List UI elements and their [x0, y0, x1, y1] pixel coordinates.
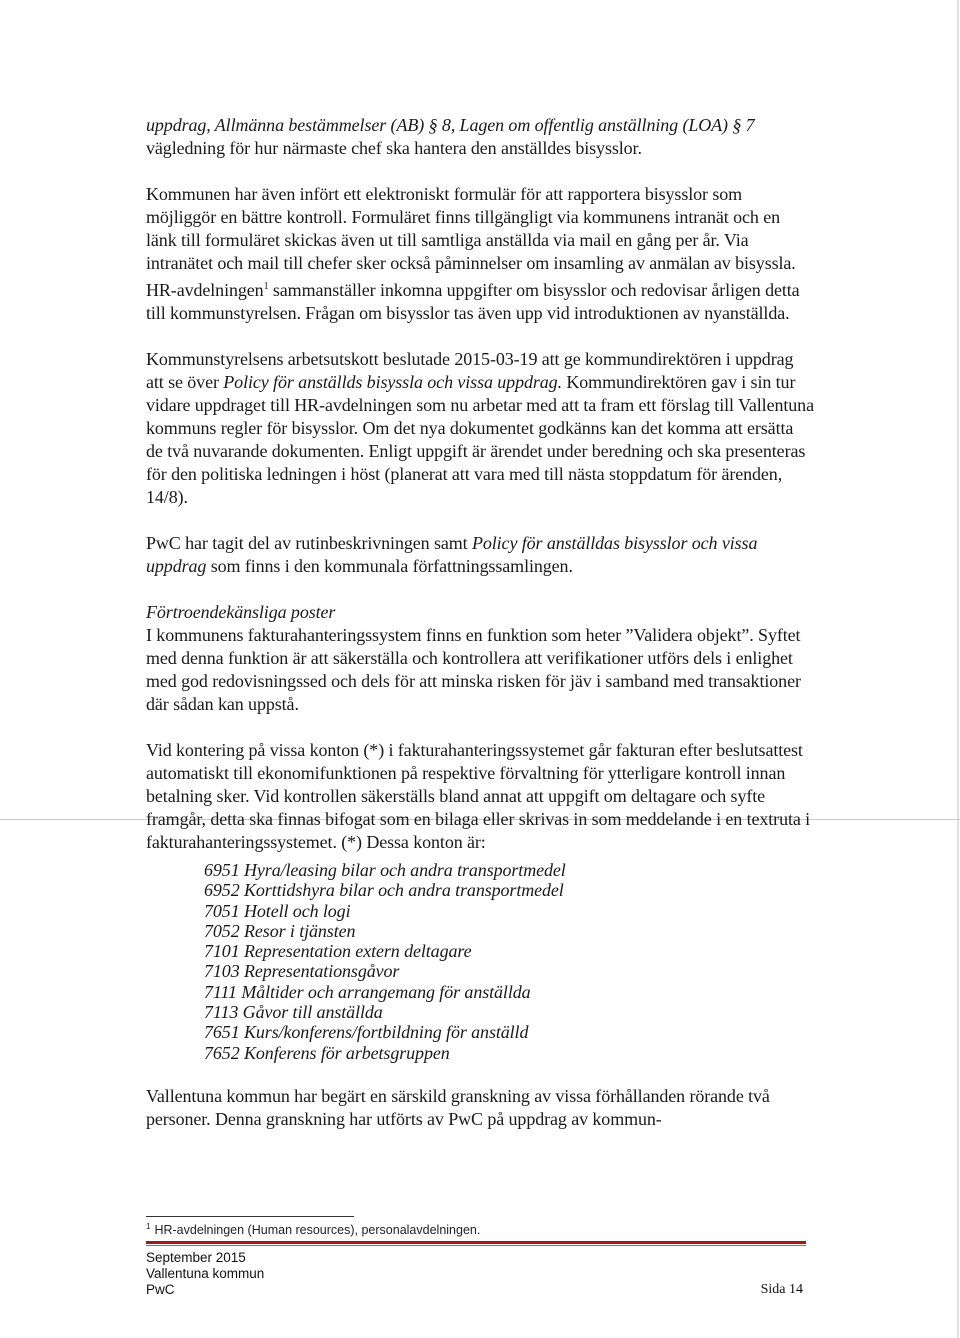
footnote-number: 1: [146, 1222, 151, 1231]
account-item: 7101 Representation extern deltagare: [204, 941, 472, 962]
account-list: [204, 860, 814, 1063]
committee-text-2: Kommundirektören gav i sin tur vidare uppdraget till HR-avdelningen som nu arbetar med att ta fram ett förslag till Vallentuna kommuns regler för bisysslor. Om det nya dokumentet godkänns kan det komma att ersätta de två nuvarande dokumenten. Enligt uppgift är ärendet under beredning och ska presenteras för den politiska ledningen i höst (planerat att vara med till nästa stoppdatum för ärenden, 14/8).: [146, 372, 814, 507]
footer-divider: [146, 1241, 806, 1244]
form-text-2: sammanställer inkomna uppgifter om bisysslor och redovisar årligen detta till kommunstyrelsen. Frågan om bisysslor tas även upp vid introduktionen av nyanställda.: [146, 280, 800, 323]
paragraph-validate-object: I kommunens fakturahanteringssystem finns en funktion som heter ”Validera objekt”. Syftet med denna funktion är att säkerställa och kontrollera att verifikationer utförs dels i enlighet med god redovisningssed och dels för att minska risken för jäv i samband med transaktioner där sådan kan uppstå.: [146, 625, 801, 714]
paragraph-committee-decision: [146, 348, 814, 509]
account-item: 7113 Gåvor till anställda: [204, 1002, 383, 1023]
account-item: 7651 Kurs/konferens/fortbildning för anställd: [204, 1022, 529, 1043]
footnote: [146, 1222, 480, 1237]
account-item: 7111 Måltider och arrangemang för anställda: [204, 981, 531, 1002]
pwc-text-2: som finns i den kommunala författningssamlingen.: [206, 556, 573, 576]
regulations-italic: uppdrag, Allmänna bestämmelser (AB) § 8, Lagen om offentlig anställning (LOA) § 7: [146, 115, 755, 135]
regulations-text: vägledning för hur närmaste chef ska hantera den anställdes bisysslor.: [146, 138, 642, 158]
paragraph-account-control: Vid kontering på vissa konton (*) i fakturahanteringssystemet går fakturan efter beslutsattest automatiskt till ekonomifunktionen på respektive förvaltning för ytterligare kontroll innan betalning sker. Vid kontrollen säkerställs bland annat att uppgift om deltagare och syfte framgår, detta ska finnas bifogat som en bilaga eller skrivas in som meddelande i en textruta i fakturahanteringssystemet. (*) Dessa konton är:: [146, 740, 811, 852]
paragraph-pwc-review: [146, 532, 814, 578]
committee-text-1: Kommunstyrelsens arbetsutskott beslutade 2015-03-19 att ge kommundirektören i uppdrag att se över: [146, 349, 794, 392]
account-item: 6951 Hyra/leasing bilar och andra transportmedel: [204, 860, 566, 880]
footnote-text: HR-avdelningen (Human resources), personalavdelningen.: [154, 1223, 481, 1237]
account-item: 7051 Hotell och logi: [204, 900, 351, 921]
footnote-divider: [146, 1216, 354, 1217]
page-number: Sida 14: [760, 1282, 803, 1297]
body-text: [146, 114, 814, 1131]
footer-date: September 2015: [146, 1250, 246, 1265]
footer-company: PwC: [146, 1282, 175, 1297]
scan-edge-shadow: [957, 0, 959, 1338]
policy-title-2: Policy för anställdas bisysslor och vissa uppdrag: [146, 533, 758, 576]
account-item: 7052 Resor i tjänsten: [204, 920, 356, 941]
footer-divider-thin: [146, 1245, 806, 1246]
footer-info: [146, 1250, 264, 1298]
form-text-1: Kommunen har även infört ett elektroniskt formulär för att rapportera bisysslor som möjliggör en bättre kontroll. Formuläret finns tillgängligt via kommunens intranät och en länk till formuläret skickas även ut till samtliga anställda via mail en gång per år. Via intranätet och mail till chefer sker också påminnelser om insamling av anmälan av bisyssla. HR-avdelningen: [146, 184, 796, 300]
account-item: 7103 Representationsgåvor: [204, 961, 400, 982]
pwc-text-1: PwC har tagit del av rutinbeskrivningen samt: [146, 533, 472, 553]
section-heading: Förtroendekänsliga poster: [146, 602, 336, 622]
paragraph-regulations: [146, 114, 814, 160]
policy-title: Policy för anställds bisyssla och vissa uppdrag.: [223, 372, 562, 392]
footer-org: Vallentuna kommun: [146, 1266, 265, 1281]
paragraph-electronic-form: [146, 183, 814, 325]
footnote-ref: 1: [263, 281, 269, 292]
paragraph-special-review: Vallentuna kommun har begärt en särskild granskning av vissa förhållanden rörande två personer. Denna granskning har utförts av PwC på uppdrag av kommun-: [146, 1085, 770, 1129]
account-item: 6952 Korttidshyra bilar och andra transportmedel: [204, 880, 564, 901]
account-item: 7652 Konferens för arbetsgruppen: [204, 1042, 450, 1063]
